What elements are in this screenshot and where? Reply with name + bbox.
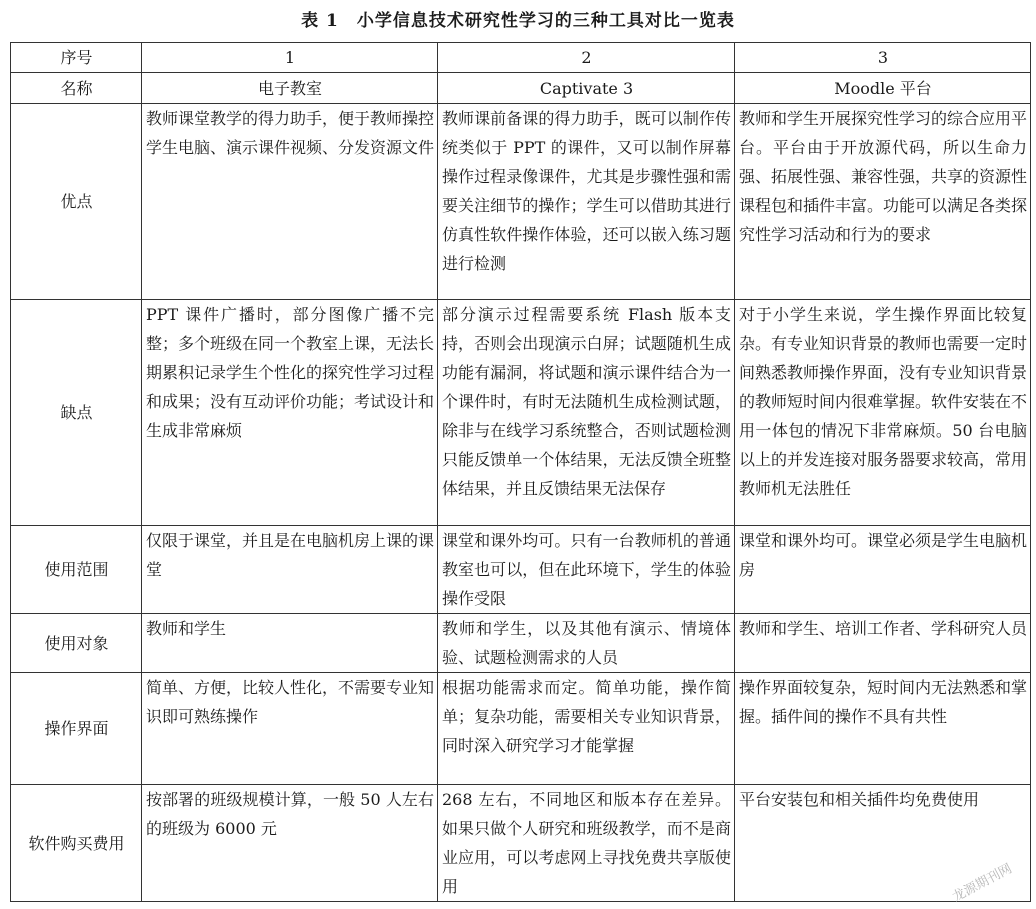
table-cell: Captivate 3 bbox=[438, 73, 735, 104]
table-cell: 对于小学生来说，学生操作界面比较复杂。有专业知识背景的教师也需要一定时间熟悉教师操作界面，没有专业知识背景的教师短时间内很难掌握。软件安装在不用一体包的情况下非常麻烦。50 台电脑以上的并发连接对服务器要求较高，常用教师机无法胜任 bbox=[735, 300, 1031, 526]
table-caption bbox=[0, 6, 1036, 31]
table-cell: 教师和学生 bbox=[142, 614, 438, 673]
row-header-cell: 软件购买费用 bbox=[11, 785, 142, 902]
table-cell: PPT 课件广播时，部分图像广播不完整；多个班级在同一个教室上课，无法长期累积记录学生个性化的探究性学习过程和成果；没有互动评价功能；考试设计和生成非常麻烦 bbox=[142, 300, 438, 526]
row-header-cell: 使用对象 bbox=[11, 614, 142, 673]
table-cell: 操作界面较复杂，短时间内无法熟悉和掌握。插件间的操作不具有共性 bbox=[735, 673, 1031, 785]
table-cell: 教师课前备课的得力助手，既可以制作传统类似于 PPT 的课件，又可以制作屏幕操作过程录像课件，尤其是步骤性强和需要关注细节的操作；学生可以借助其进行仿真性软件操作体验，还可以嵌入练习题进行检测 bbox=[438, 104, 735, 300]
table-cell: 仅限于课堂，并且是在电脑机房上课的课堂 bbox=[142, 526, 438, 614]
table-cell: 教师和学生开展探究性学习的综合应用平台。平台由于开放源代码，所以生命力强、拓展性强、兼容性强，共享的资源性课程包和插件丰富。功能可以满足各类探究性学习活动和行为的要求 bbox=[735, 104, 1031, 300]
table-cell: 教师课堂教学的得力助手，便于教师操控学生电脑、演示课件视频、分发资源文件 bbox=[142, 104, 438, 300]
table-row bbox=[11, 526, 1031, 614]
table-cell: 课堂和课外均可。只有一台教师机的普通教室也可以，但在此环境下，学生的体验操作受限 bbox=[438, 526, 735, 614]
table-cell: 根据功能需求而定。简单功能，操作简单；复杂功能，需要相关专业知识背景，同时深入研究学习才能掌握 bbox=[438, 673, 735, 785]
table-row bbox=[11, 104, 1031, 300]
table-row bbox=[11, 43, 1031, 73]
table-row bbox=[11, 300, 1031, 526]
table-cell: 按部署的班级规模计算，一般 50 人左右的班级为 6000 元 bbox=[142, 785, 438, 902]
table-row bbox=[11, 785, 1031, 902]
table-cell: 268 左右，不同地区和版本存在差异。如果只做个人研究和班级教学，而不是商业应用，可以考虑网上寻找免费共享版使用 bbox=[438, 785, 735, 902]
column-number-cell: 3 bbox=[735, 43, 1031, 73]
row-header-cell: 序号 bbox=[11, 43, 142, 73]
table-row bbox=[11, 73, 1031, 104]
row-header-cell: 名称 bbox=[11, 73, 142, 104]
table-cell: 部分演示过程需要系统 Flash 版本支持，否则会出现演示白屏；试题随机生成功能有漏洞，将试题和演示课件结合为一个课件时，有时无法随机生成检测试题，除非与在线学习系统整合，否则试题检测只能反馈单一个体结果，无法反馈全班整体结果，并且反馈结果无法保存 bbox=[438, 300, 735, 526]
table-number: 表 1 bbox=[301, 11, 339, 31]
comparison-table bbox=[10, 42, 1031, 902]
table-cell: 电子教室 bbox=[142, 73, 438, 104]
row-header-cell: 操作界面 bbox=[11, 673, 142, 785]
table-cell: 简单、方便，比较人性化，不需要专业知识即可熟练操作 bbox=[142, 673, 438, 785]
table-title: 小学信息技术研究性学习的三种工具对比一览表 bbox=[356, 11, 735, 31]
column-number-cell: 2 bbox=[438, 43, 735, 73]
table-row bbox=[11, 614, 1031, 673]
column-number-cell: 1 bbox=[142, 43, 438, 73]
row-header-cell: 优点 bbox=[11, 104, 142, 300]
table-row bbox=[11, 673, 1031, 785]
row-header-cell: 使用范围 bbox=[11, 526, 142, 614]
watermark: 龙源期刊网 bbox=[950, 861, 1015, 906]
table-cell: 课堂和课外均可。课堂必须是学生电脑机房 bbox=[735, 526, 1031, 614]
table-cell: 平台安装包和相关插件均免费使用 bbox=[735, 785, 1031, 902]
row-header-cell: 缺点 bbox=[11, 300, 142, 526]
table-cell: Moodle 平台 bbox=[735, 73, 1031, 104]
table-cell: 教师和学生、培训工作者、学科研究人员 bbox=[735, 614, 1031, 673]
table-cell: 教师和学生，以及其他有演示、情境体验、试题检测需求的人员 bbox=[438, 614, 735, 673]
